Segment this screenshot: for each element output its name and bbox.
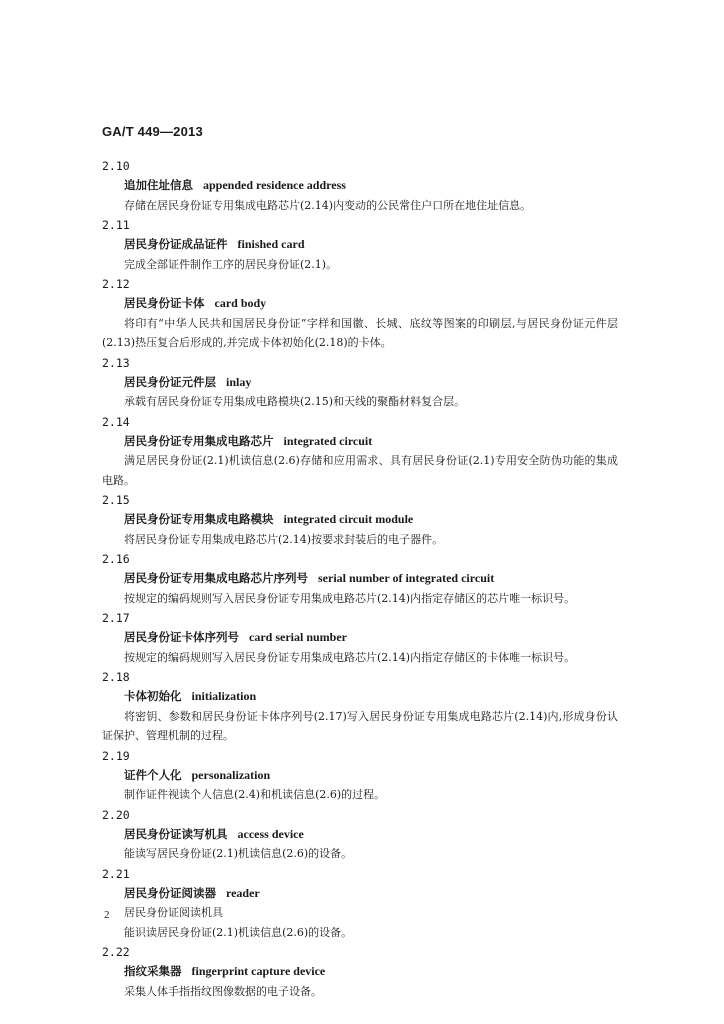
term-english: reader bbox=[226, 885, 260, 900]
clause-number: 2.14 bbox=[102, 414, 130, 429]
clause-number: 2.18 bbox=[102, 670, 130, 684]
definition-text: 将居民身份证专用集成电路芯片(2.14)按要求封装后的电子器件。 bbox=[124, 532, 444, 546]
clause-number: 2.22 bbox=[102, 945, 130, 959]
definition-text: 居民身份证阅读机具 bbox=[124, 906, 223, 919]
term-entry bbox=[0, 864, 724, 943]
term-chinese: 居民身份证成品证件 bbox=[124, 237, 228, 251]
term-english: initialization bbox=[191, 689, 257, 703]
clause-number: 2.19 bbox=[102, 748, 130, 763]
definition-text: 将印有“中华人民共和国居民身份证”字样和国徽、长城、底纹等图案的印刷层,与居民身份证元件层(2.13)热压复合后形成的,并完成卡体初始化(2.18)的卡体。 bbox=[102, 316, 618, 349]
term-english: integrated circuit module bbox=[283, 512, 414, 526]
term-line bbox=[124, 569, 724, 589]
term-line bbox=[124, 962, 724, 982]
term-entry bbox=[0, 549, 724, 608]
page-number: 2 bbox=[104, 909, 110, 921]
term-chinese: 卡体初始化 bbox=[124, 689, 182, 703]
clause-number: 2.17 bbox=[102, 611, 130, 625]
term-line bbox=[124, 373, 724, 393]
term-chinese: 居民身份证元件层 bbox=[124, 374, 216, 389]
definition-text: 按规定的编码规则写入居民身份证专用集成电路芯片(2.14)内指定存储区的芯片唯一标识号。 bbox=[124, 591, 576, 605]
term-line bbox=[124, 510, 724, 530]
term-english: serial number of integrated circuit bbox=[318, 571, 495, 585]
term-english: card serial number bbox=[249, 630, 347, 644]
term-entry bbox=[0, 412, 724, 491]
clause-number: 2.12 bbox=[102, 277, 130, 291]
definition-text: 制作证件视读个人信息(2.4)和机读信息(2.6)的过程。 bbox=[124, 788, 386, 801]
clause-number: 2.16 bbox=[102, 552, 130, 566]
definition-text: 将密钥、参数和居民身份证卡体序列号(2.17)写入居民身份证专用集成电路芯片(2.14)内,形成身份认证保护、管理机制的过程。 bbox=[102, 709, 618, 742]
clause-number: 2.13 bbox=[102, 355, 130, 370]
term-line bbox=[124, 766, 724, 786]
term-chinese: 居民身份证专用集成电路芯片 bbox=[124, 433, 274, 448]
definition-text: 存储在居民身份证专用集成电路芯片(2.14)内变动的公民常住户口所在地住址信息。 bbox=[124, 198, 532, 212]
term-chinese: 居民身份证卡体 bbox=[124, 296, 205, 310]
term-english: access device bbox=[237, 826, 304, 841]
term-line bbox=[124, 176, 724, 196]
term-entry bbox=[0, 353, 724, 412]
definition-text: 采集人体手指指纹图像数据的电子设备。 bbox=[124, 984, 322, 998]
term-entry bbox=[0, 274, 724, 353]
term-english: card body bbox=[214, 296, 267, 310]
term-chinese: 居民身份证专用集成电路模块 bbox=[124, 512, 274, 526]
term-entry bbox=[0, 608, 724, 667]
standard-code-header: GA/T 449—2013 bbox=[102, 124, 203, 139]
term-line bbox=[124, 884, 724, 904]
definition-text: 满足居民身份证(2.1)机读信息(2.6)存储和应用需求、具有居民身份证(2.1)专用安全防伪功能的集成电路。 bbox=[102, 454, 618, 487]
term-english: fingerprint capture device bbox=[191, 964, 326, 978]
term-entry bbox=[0, 942, 724, 1001]
term-line bbox=[124, 825, 724, 845]
term-chinese: 居民身份证专用集成电路芯片序列号 bbox=[124, 571, 308, 585]
term-chinese: 居民身份证卡体序列号 bbox=[124, 630, 239, 644]
term-english: personalization bbox=[191, 767, 271, 782]
definition-text: 按规定的编码规则写入居民身份证专用集成电路芯片(2.14)内指定存储区的卡体唯一标识号。 bbox=[124, 650, 576, 664]
term-line bbox=[124, 628, 724, 648]
term-entry bbox=[0, 667, 724, 746]
term-line bbox=[124, 294, 724, 314]
term-english: integrated circuit bbox=[283, 433, 373, 448]
term-entry bbox=[0, 805, 724, 864]
term-english: inlay bbox=[226, 374, 252, 389]
term-definition-list bbox=[0, 156, 724, 1001]
clause-number: 2.21 bbox=[102, 866, 130, 881]
clause-number: 2.15 bbox=[102, 493, 130, 507]
term-entry bbox=[0, 746, 724, 805]
definition-text: 承载有居民身份证专用集成电路模块(2.15)和天线的聚酯材料复合层。 bbox=[124, 395, 466, 408]
definition-text: 完成全部证件制作工序的居民身份证(2.1)。 bbox=[124, 257, 338, 271]
term-english: finished card bbox=[237, 237, 305, 251]
term-line bbox=[124, 235, 724, 255]
term-chinese: 居民身份证读写机具 bbox=[124, 826, 228, 841]
definition-text: 能读写居民身份证(2.1)机读信息(2.6)的设备。 bbox=[124, 847, 353, 860]
term-chinese: 指纹采集器 bbox=[124, 964, 182, 978]
term-entry bbox=[0, 490, 724, 549]
clause-number: 2.20 bbox=[102, 807, 130, 822]
clause-number: 2.11 bbox=[102, 218, 130, 232]
term-line bbox=[124, 687, 724, 707]
term-chinese: 追加住址信息 bbox=[124, 178, 193, 192]
term-line bbox=[124, 432, 724, 452]
term-chinese: 证件个人化 bbox=[124, 767, 182, 782]
term-chinese: 居民身份证阅读器 bbox=[124, 885, 216, 900]
term-entry bbox=[0, 215, 724, 274]
definition-text: 能识读居民身份证(2.1)机读信息(2.6)的设备。 bbox=[124, 925, 353, 939]
term-entry bbox=[0, 156, 724, 215]
term-english: appended residence address bbox=[203, 178, 346, 192]
clause-number: 2.10 bbox=[102, 159, 130, 173]
